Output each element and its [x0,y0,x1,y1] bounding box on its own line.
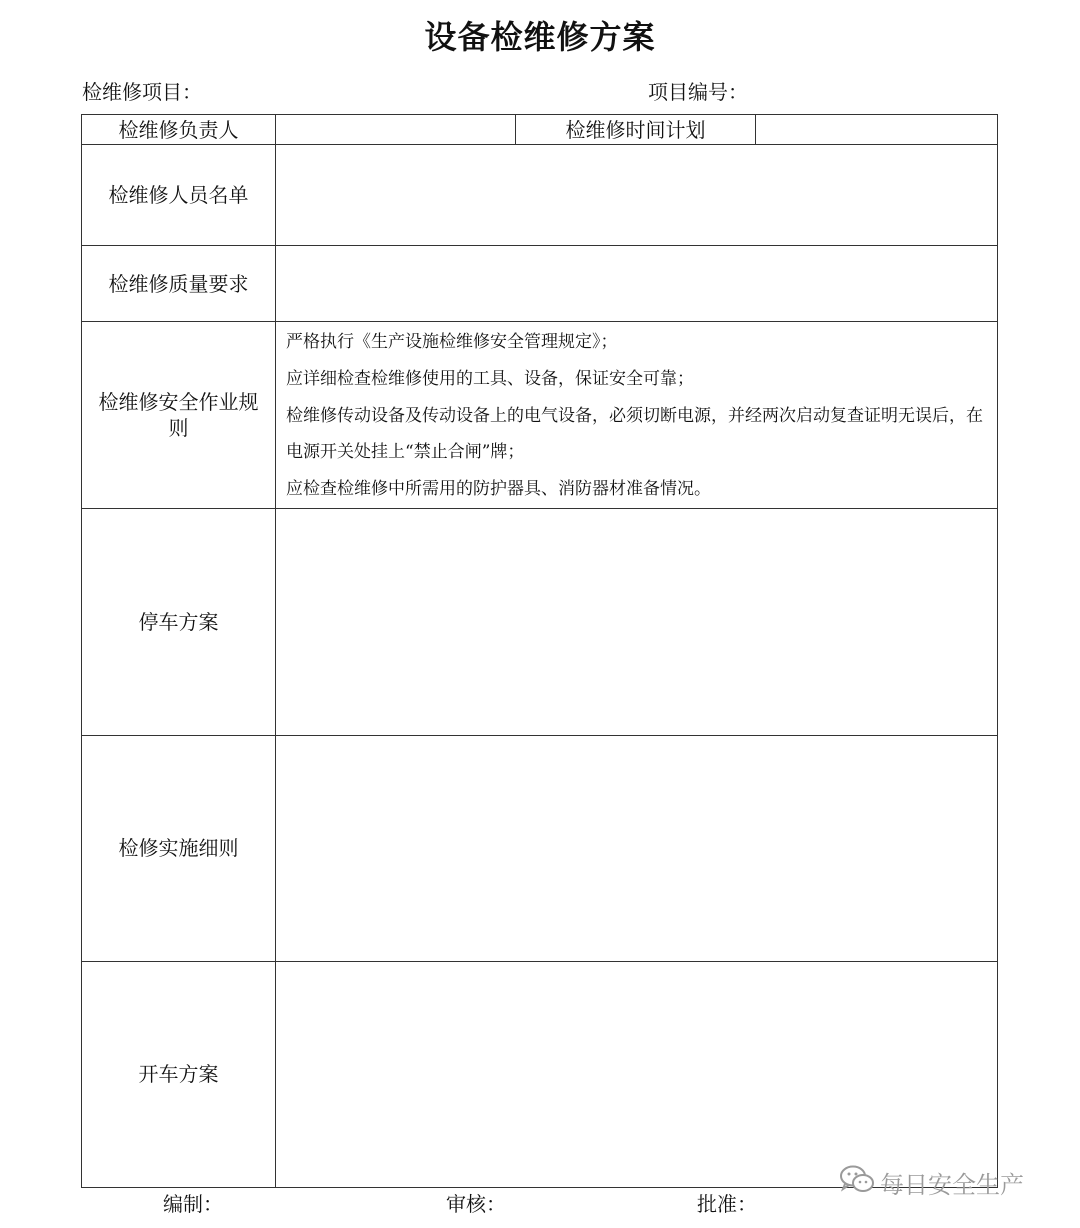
safety-label-text: 检维修安全作业规则 [98,389,259,440]
implementation-label: 检修实施细则 [82,735,276,961]
safety-label [82,322,276,509]
watermark-text: 每日安全生产 [880,1170,1024,1199]
quality-field[interactable] [276,246,998,322]
startup-field[interactable] [276,961,998,1187]
table-row [82,246,998,322]
safety-rule-1: 严格执行《生产设施检维修安全管理规定》； [286,332,618,352]
startup-label: 开车方案 [82,961,276,1187]
prepared-by-label: 编制： [163,1192,223,1216]
wechat-icon [838,1164,876,1200]
project-number-label: 项目编号： [648,80,748,104]
safety-rule-3: 检维修传动设备及传动设备上的电气设备，必须切断电源，并经两次启动复查证明无误后，在电源开关处挂上“禁止合闸”牌； [286,405,983,463]
personnel-field[interactable] [276,145,998,246]
manager-field[interactable] [276,115,516,145]
approved-by-label: 批准： [697,1192,757,1216]
table-row [82,735,998,961]
reviewed-by-label: 审核： [446,1192,506,1216]
maintenance-plan-table [81,114,998,1188]
safety-rule-4: 应检查检维修中所需用的防护器具、消防器材准备情况。 [286,479,711,500]
implementation-field[interactable] [276,735,998,961]
table-row [82,322,998,509]
safety-rule-2: 应详细检查检维修使用的工具、设备，保证安全可靠； [286,368,694,389]
page-title: 设备检维修方案 [424,18,656,56]
table-row [82,145,998,246]
project-label: 检维修项目： [82,80,202,104]
table-row [82,508,998,735]
quality-label: 检维修质量要求 [82,246,276,322]
safety-rules-cell [276,322,998,509]
manager-label: 检维修负责人 [82,115,276,145]
schedule-label: 检维修时间计划 [516,115,756,145]
table-row [82,961,998,1187]
shutdown-label: 停车方案 [82,508,276,735]
shutdown-field[interactable] [276,508,998,735]
table-row [82,115,998,145]
watermark [838,1164,1024,1200]
schedule-field[interactable] [756,115,998,145]
personnel-label: 检维修人员名单 [82,145,276,246]
